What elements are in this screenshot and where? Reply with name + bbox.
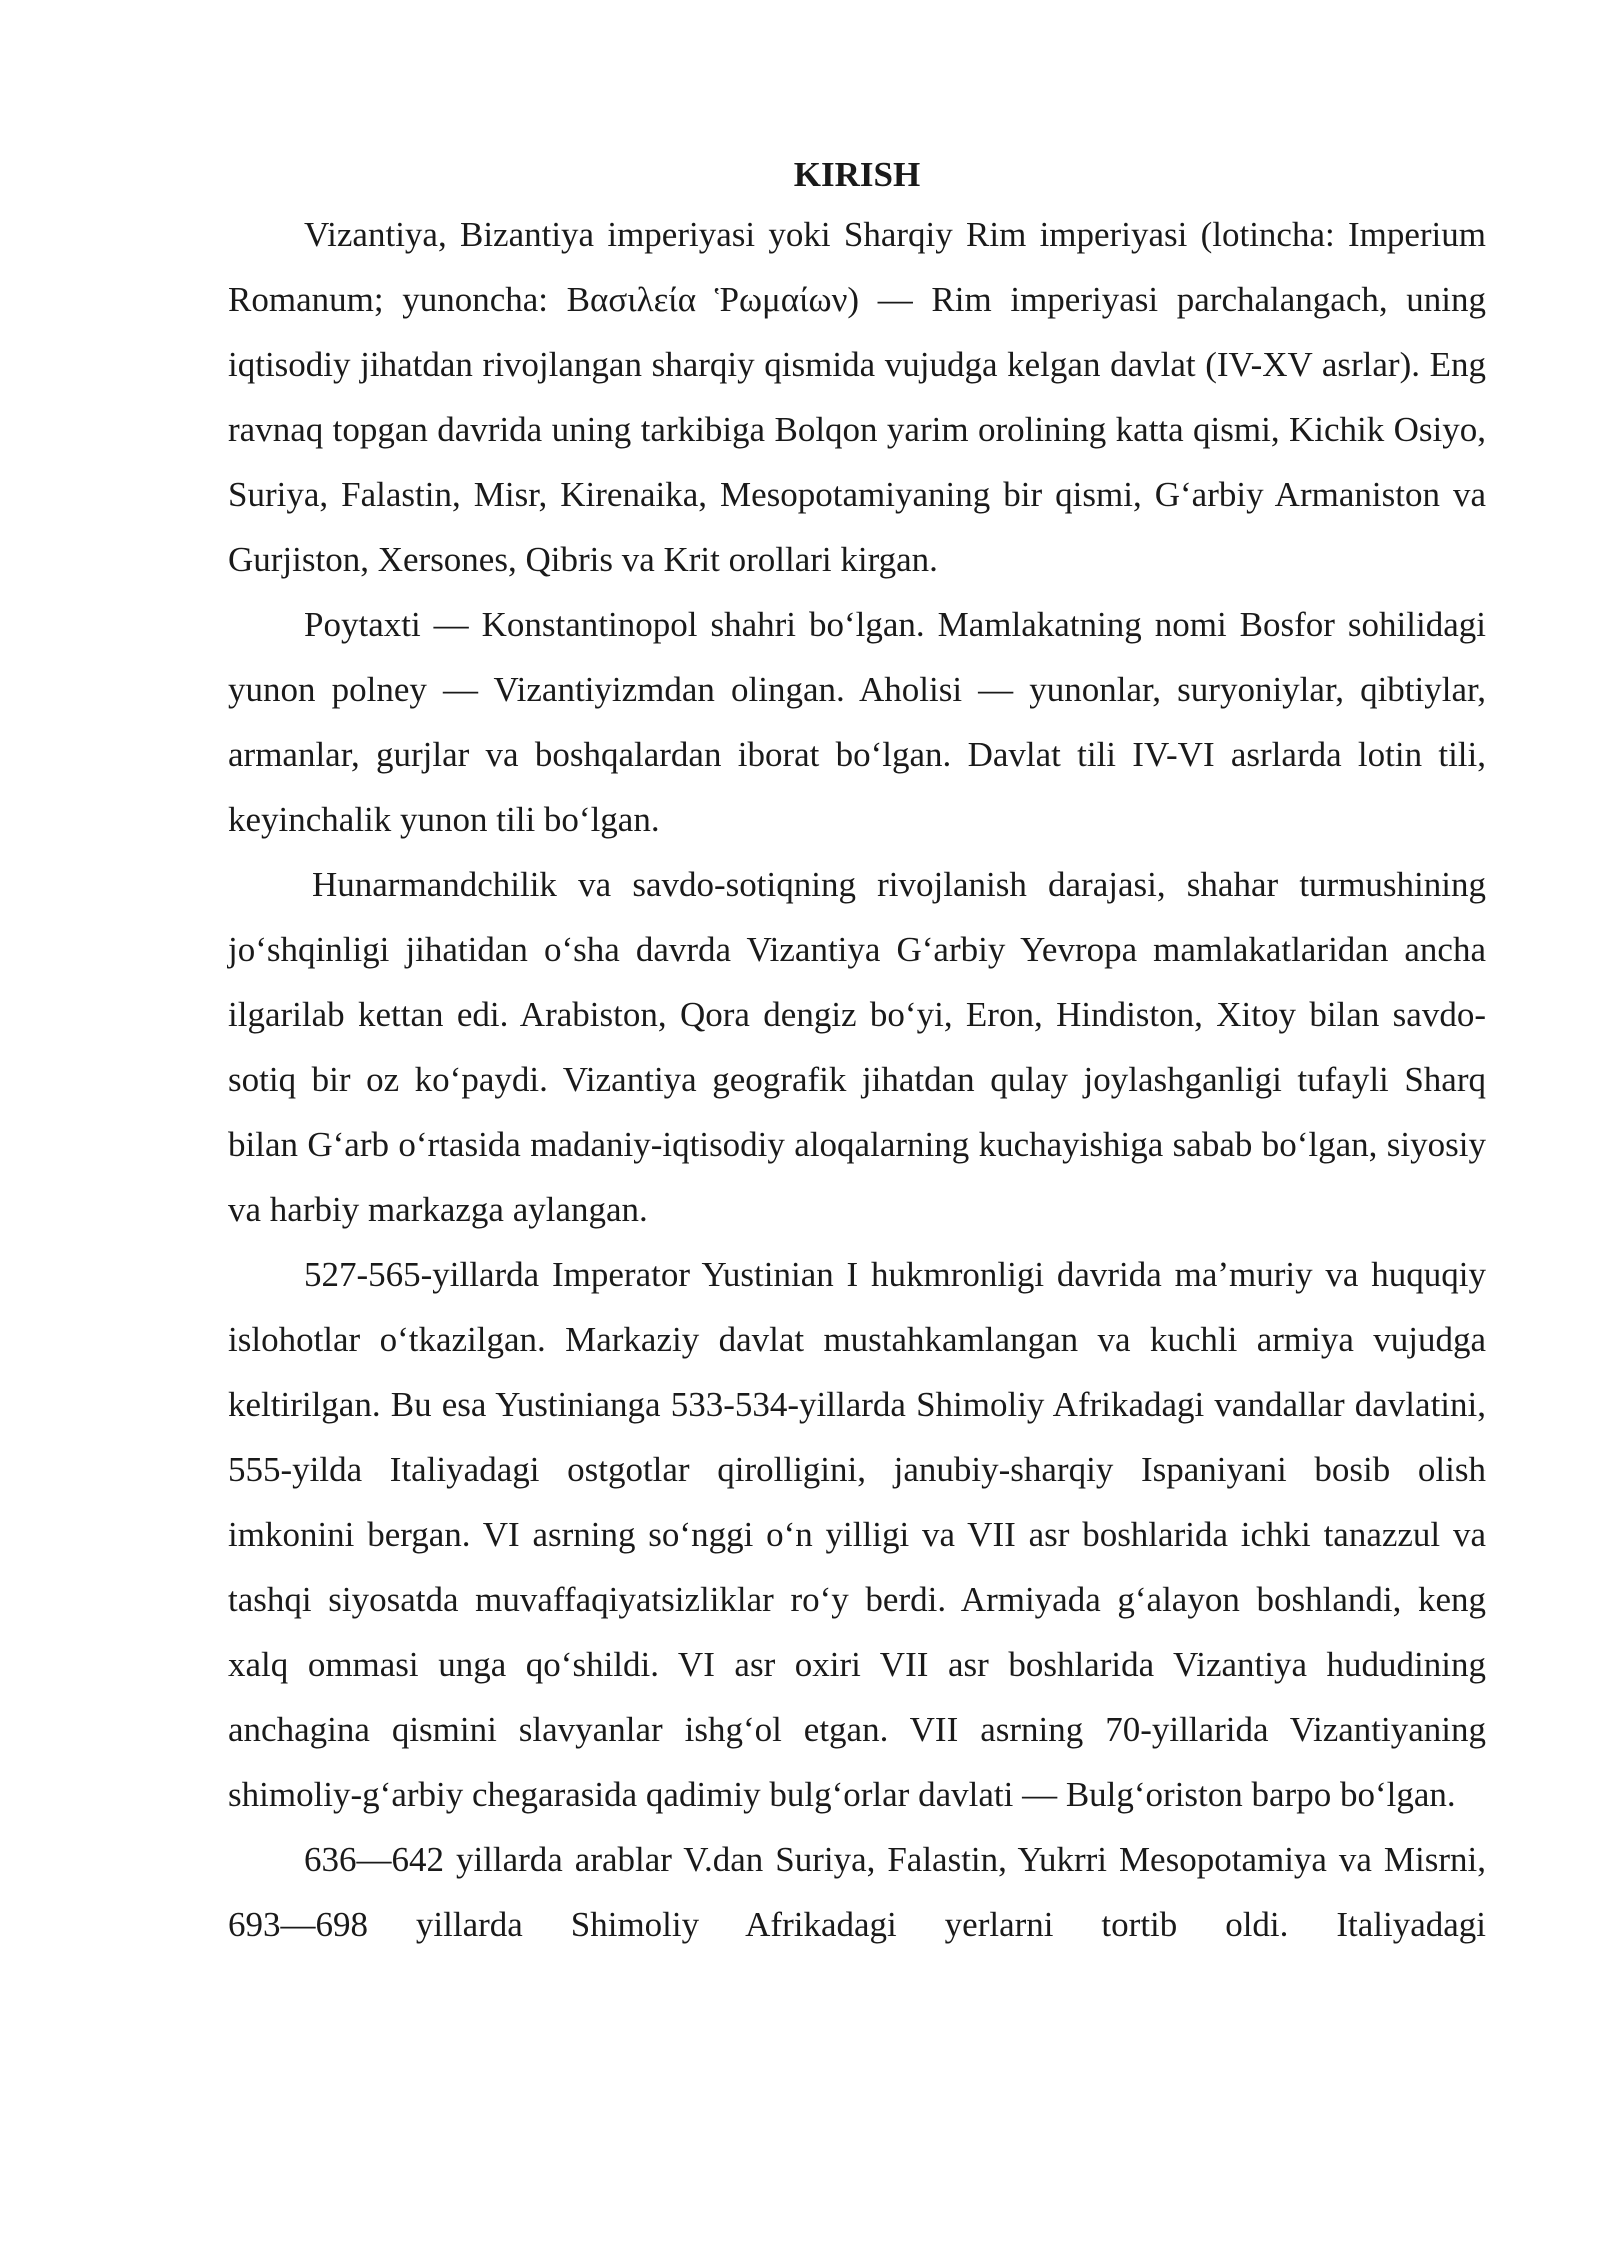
paragraph-trade: Hunarmandchilik va savdo-sotiqning rivojlanish darajasi, shahar turmushining joʻshqinligi jihatidan oʻsha davrda Vizantiya Gʻarbiy Yevropa mamlakatlaridan ancha ilgarilab kettan edi. Arabiston, Qora dengiz boʻyi, Eron, Hindiston, Xitoy bilan savdo-sotiq bir oz koʻpaydi. Vizantiya geografik jihatdan qulay joylashganligi tufayli Sharq bilan Gʻarb oʻrtasida madaniy-iqtisodiy aloqalarning kuchayishiga sabab boʻlgan, siyosiy va harbiy markazga aylangan. (228, 865, 1486, 1229)
document-page (228, 148, 1486, 1957)
paragraph-arab-conquest: 636—642 yillarda arablar V.dan Suriya, Falastin, Yukrri Mesopotamiya va Misrni, 693—698 yillarda Shimoliy Afrikadagi yerlarni tortib oldi. Italiyadagi (228, 1840, 1486, 1944)
paragraph-capital: Poytaxti — Konstantinopol shahri boʻlgan. Mamlakatning nomi Bosfor sohilidagi yunon polney — Vizantiyizmdan olingan. Aholisi — yunonlar, suryoniylar, qibtiylar, armanlar, gurjlar va boshqalardan iborat boʻlgan. Davlat tili IV-VI asrlarda lotin tili, keyinchalik yunon tili boʻlgan. (228, 605, 1486, 839)
paragraph-intro: Vizantiya, Bizantiya imperiyasi yoki Sharqiy Rim imperiyasi (lotincha: Imperium Romanum; yunoncha: Βασιλεία Ῥωμαίων) — Rim imperiyasi parchalangach, uning iqtisodiy jihatdan rivojlangan sharqiy qismida vujudga kelgan davlat (IV-XV asrlar). Eng ravnaq topgan davrida uning tarkibiga Bolqon yarim orolining katta qismi, Kichik Osiyo, Suriya, Falastin, Misr, Kirenaika, Mesopotamiyaning bir qismi, Gʻarbiy Armaniston va Gurjiston, Xersones, Qibris va Krit orollari kirgan. (228, 215, 1486, 579)
paragraph-justinian: 527-565-yillarda Imperator Yustinian I hukmronligi davrida maʼmuriy va huquqiy islohotlar oʻtkazilgan. Markaziy davlat mustahkamlangan va kuchli armiya vujudga keltirilgan. Bu esa Yustinianga 533-534-yillarda Shimoliy Afrikadagi vandallar davlatini, 555-yilda Italiyadagi ostgotlar qirolligini, janubiy-sharqiy Ispaniyani bosib olish imkonini bergan. VI asrning soʻnggi oʻn yilligi va VII asr boshlarida ichki tanazzul va tashqi siyosatda muvaffaqiyatsizliklar roʻy berdi. Armiyada gʻalayon boshlandi, keng xalq ommasi unga qoʻshildi. VI asr oxiri VII asr boshlarida Vizantiya hududining anchagina qismini slavyanlar ishgʻol etgan. VII asrning 70-yillarida Vizantiyaning shimoliy-gʻarbiy chegarasida qadimiy bulgʻorlar davlati — Bulgʻoriston barpo boʻlgan. (228, 1255, 1486, 1814)
page-title: KIRISH (793, 155, 921, 194)
